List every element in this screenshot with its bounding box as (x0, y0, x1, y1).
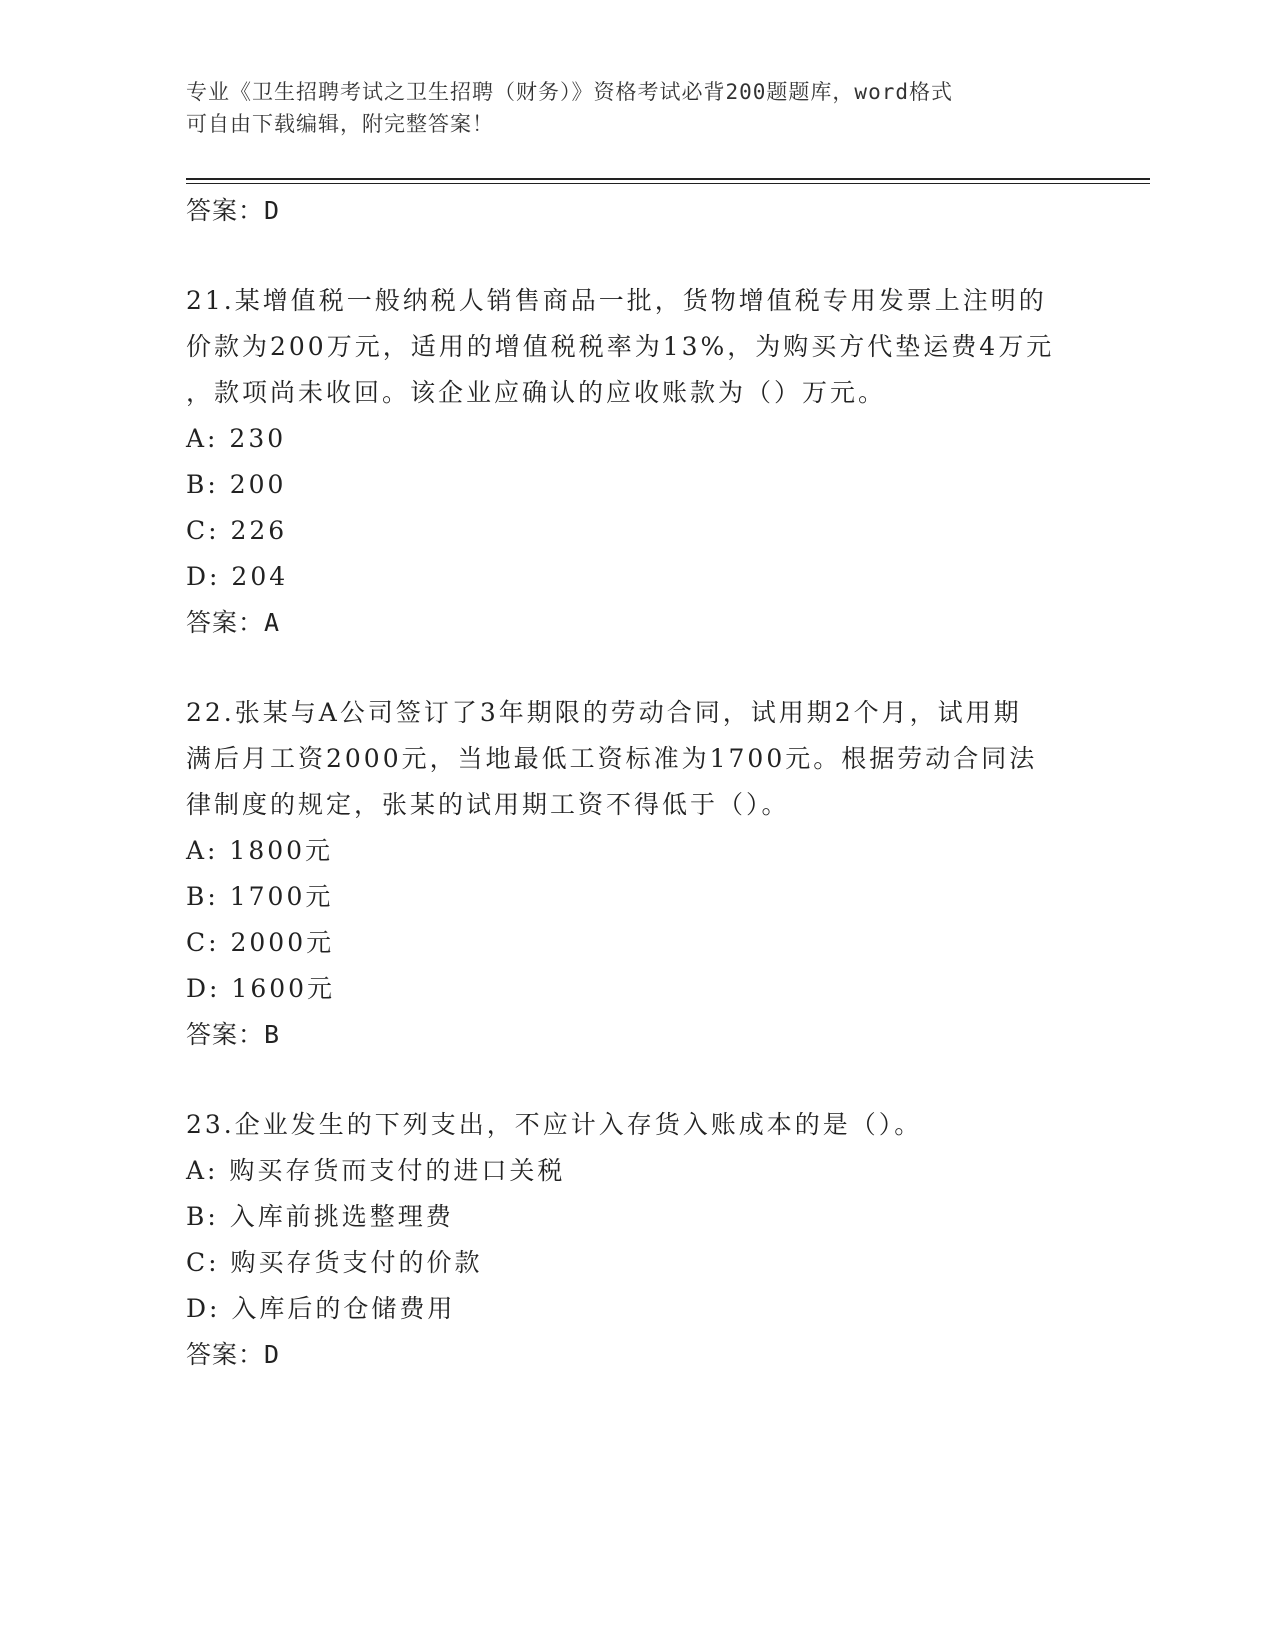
question-block (186, 1102, 1086, 1378)
option-c: C: 226 (186, 516, 288, 545)
question-block (186, 278, 1086, 646)
spacer (186, 1058, 1086, 1102)
option-b: B: 200 (186, 470, 287, 499)
header-divider-thick (186, 178, 1150, 180)
answer-line: 答案：A (186, 608, 281, 637)
spacer (186, 234, 1086, 278)
option-a: A: 1800元 (186, 836, 334, 865)
question-stem (186, 278, 1086, 416)
question-stem-line: 21.某增值税一般纳税人销售商品一批，货物增值税专用发票上注明的 (186, 286, 1047, 315)
option-b: B: 入库前挑选整理费 (186, 1202, 454, 1231)
header-divider-thin (186, 183, 1150, 184)
question-stem (186, 1102, 1086, 1148)
question-stem-line: 23.企业发生的下列支出，不应计入存货入账成本的是（）。 (186, 1110, 923, 1139)
option-d: D: 204 (186, 562, 289, 591)
question-stem (186, 690, 1086, 828)
option-c: C: 2000元 (186, 928, 335, 957)
header-line-1: 专业《卫生招聘考试之卫生招聘（财务）》资格考试必背200题题库，word格式 (186, 80, 953, 104)
option-a: A: 购买存货而支付的进口关税 (186, 1156, 566, 1185)
option-d: D: 1600元 (186, 974, 336, 1003)
answer-line: 答案：D (186, 1340, 281, 1369)
option-b: B: 1700元 (186, 882, 334, 911)
question-stem-line: 22.张某与A公司签订了3年期限的劳动合同，试用期2个月，试用期 (186, 698, 1022, 727)
document-body (186, 188, 1086, 1378)
question-stem-line: ，款项尚未收回。该企业应确认的应收账款为（）万元。 (186, 378, 887, 407)
option-a: A: 230 (186, 424, 287, 453)
header-line-2: 可自由下载编辑，附完整答案！ (186, 112, 494, 136)
document-header (186, 76, 1086, 140)
spacer (186, 646, 1086, 690)
question-block (186, 690, 1086, 1058)
question-stem-line: 律制度的规定，张某的试用期工资不得低于（）。 (186, 790, 790, 819)
previous-answer: 答案：D (186, 196, 281, 225)
answer-line: 答案：B (186, 1020, 281, 1049)
question-stem-line: 价款为200万元，适用的增值税税率为13%，为购买方代垫运费4万元 (186, 332, 1055, 361)
option-d: D: 入库后的仓储费用 (186, 1294, 456, 1323)
question-stem-line: 满后月工资2000元，当地最低工资标准为1700元。根据劳动合同法 (186, 744, 1038, 773)
option-c: C: 购买存货支付的价款 (186, 1248, 483, 1277)
